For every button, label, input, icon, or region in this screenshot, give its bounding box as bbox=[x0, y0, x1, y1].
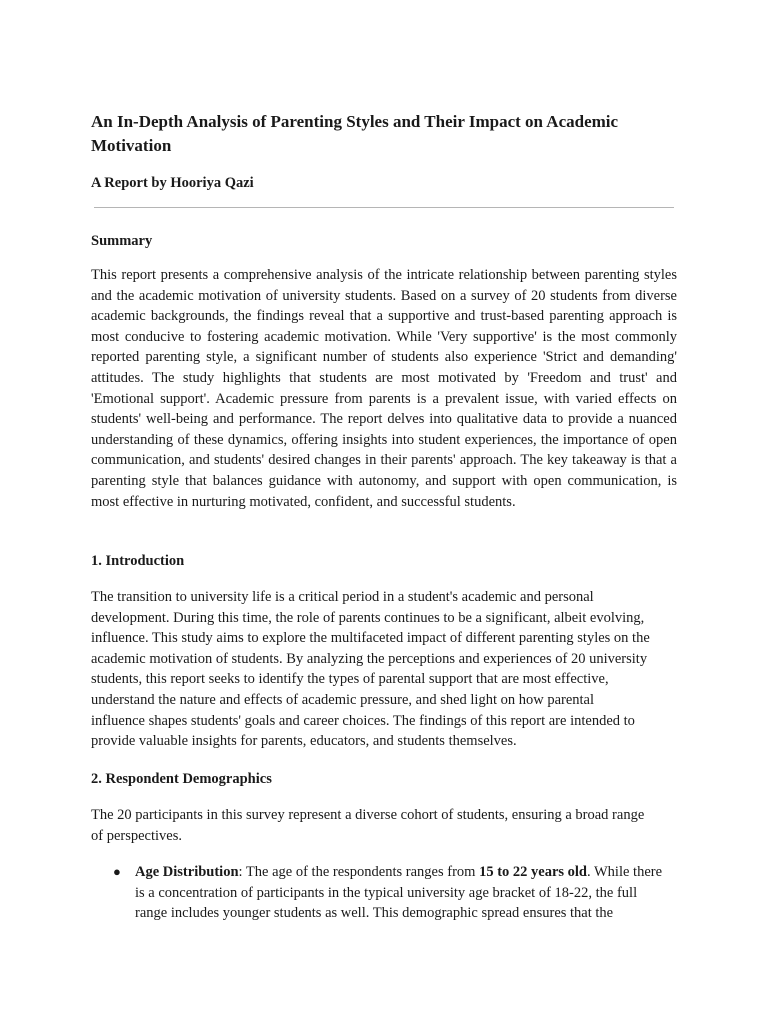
introduction-paragraph: The transition to university life is a critical period in a student's academic and personal development. During this time, the role of parents continues to be a significant, albeit evolving, influence. This study aims to explore the multifaceted impact of different parenting styles on the academic motivation of students. By analyzing the perceptions and experiences of 20 university students, this report seeks to identify the types of parental support that are most effective, understand the nature and effects of academic pressure, and shed light on how parental influence shapes students' goals and career choices. The findings of this report are intended to provide valuable insights for parents, educators, and students themselves. bbox=[91, 589, 650, 750]
introduction-heading: 1. Introduction bbox=[91, 553, 185, 569]
bullet-text-before: : The age of the respondents ranges from bbox=[238, 864, 480, 880]
title-divider bbox=[94, 207, 674, 208]
demographics-bullet-list bbox=[91, 862, 677, 924]
bullet-highlight: 15 to 22 years old bbox=[479, 864, 587, 880]
bullet-label: Age Distribution bbox=[135, 864, 239, 880]
summary-heading: Summary bbox=[91, 233, 153, 249]
report-byline: A Report by Hooriya Qazi bbox=[91, 175, 254, 191]
demographics-heading: 2. Respondent Demographics bbox=[91, 771, 272, 787]
list-item-age-distribution bbox=[91, 862, 665, 924]
bullet-text-after: . While there is a concentration of participants in the typical university age bracket of 18-22, the full range includes younger students as well. This demographic spread ensures that the bbox=[135, 864, 663, 922]
summary-paragraph: This report presents a comprehensive analysis of the intricate relationship between parenting styles and the academic motivation of university students. Based on a survey of 20 students from diverse academic backgrounds, the findings reveal that a supportive and trust-based parenting approach is most conducive to fostering academic motivation. While 'Very supportive' is the most commonly reported parenting style, a significant number of students also experience 'Strict and demanding' attitudes. The study highlights that students are most motivated by 'Freedom and trust' and 'Emotional support'. Academic pressure from parents is a prevalent issue, with varied effects on students' well-being and performance. The report delves into qualitative data to provide a nuanced understanding of these dynamics, offering insights into student experiences, the importance of open communication, and students' desired changes in their parents' approach. The key takeaway is that a parenting style that balances guidance with autonomy, and support with open communication, is most effective in nurturing motivated, confident, and successful students. bbox=[91, 267, 677, 510]
report-title: An In-Depth Analysis of Parenting Styles and Their Impact on Academic Motivation bbox=[91, 112, 619, 155]
demographics-paragraph: The 20 participants in this survey represent a diverse cohort of students, ensuring a broad range of perspectives. bbox=[91, 807, 645, 844]
bullet-icon: ● bbox=[113, 864, 121, 879]
